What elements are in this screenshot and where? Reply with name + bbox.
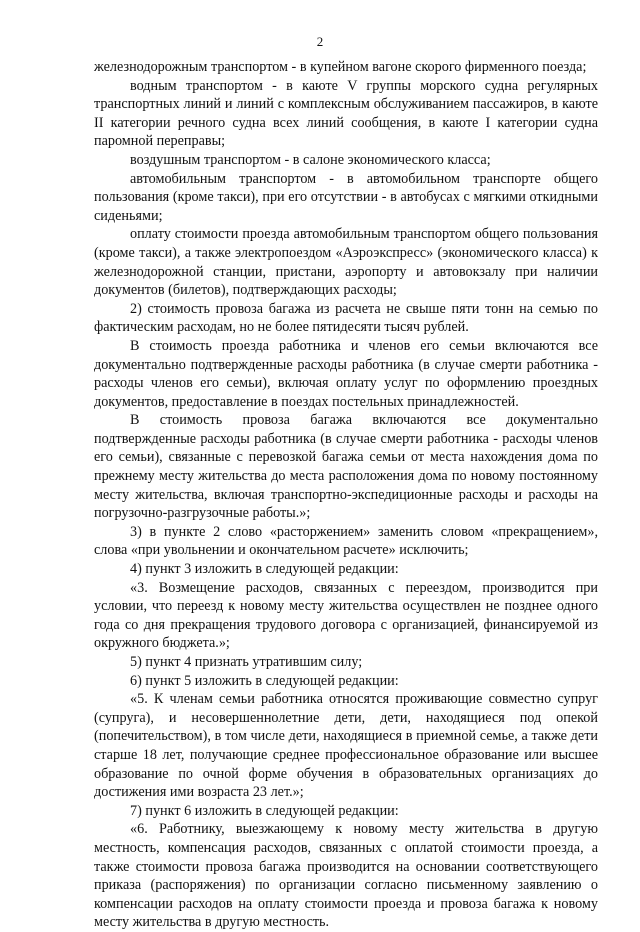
document-body (94, 58, 598, 932)
paragraph: воздушным транспортом - в салоне экономического класса; (130, 151, 491, 168)
paragraph: водным транспортом - в каюте V группы морского судна регулярных транспортных линий и линий с комплексным обслуживанием пассажиров, в каюте II категории речного судна всех линий сообщения, в каюте I категории судна паромной переправы; (94, 77, 598, 150)
paragraph: железнодорожным транспортом - в купейном вагоне скорого фирменного поезда; (94, 59, 587, 75)
paragraph: 3) в пункте 2 слово «расторжением» заменить словом «прекращением», слова «при увольнении и окончательном расчете» исключить; (94, 523, 598, 559)
paragraph: 4) пункт 3 изложить в следующей редакции: (130, 561, 399, 578)
paragraph: «6. Работнику, выезжающему к новому месту жительства в другую местность, компенсация расходов, связанных с оплатой стоимости проезда, а также стоимости провоза багажа производится на основании соответствующего приказа (распоряжения) по организации согласно письменному заявлению о компенсации расходов на оплату стоимости проезда и провоза багажа к новому месту жительства в другую местность. (94, 821, 598, 931)
paragraph: оплату стоимости проезда автомобильным транспортом общего пользования (кроме такси), а также электропоездом «Аэроэкспресс» (экономического класса) к железнодорожной станции, пристани, аэропорту и автовокзалу при наличии документов (билетов), подтверждающих расходы; (94, 226, 598, 299)
page-number: 2 (316, 34, 324, 49)
paragraph: В стоимость проезда работника и членов его семьи включаются все документально подтвержденные расходы работника (в случае смерти работника - расходы членов его семьи), включая оплату услуг по оформлению проездных документов, предоставление в поездах постельных принадлежностей. (94, 337, 598, 410)
paragraph: 6) пункт 5 изложить в следующей редакции: (130, 672, 399, 689)
paragraph: «3. Возмещение расходов, связанных с переездом, производится при условии, что переезд к новому месту жительства осуществлен не позднее одного года со дня прекращения трудового договора с организацией, финансируемой из окружного бюджета.»; (94, 579, 598, 652)
paragraph: 7) пункт 6 изложить в следующей редакции: (130, 802, 399, 819)
paragraph: 2) стоимость провоза багажа из расчета не свыше пяти тонн на семью по фактическим расходам, но не более пятидесяти тысяч рублей. (94, 300, 598, 336)
paragraph: «5. К членам семьи работника относятся проживающие совместно супруг (супруга), и несовершеннолетние дети, дети, находящиеся под опекой (попечительством), в том числе дети, находящиеся в приемной семье, а также дети старше 18 лет, получающие среднее профессиональное образование или высшее образование по очной форме обучения в образовательных организациях до достижения ими возраста 23 лет.»; (94, 691, 598, 801)
paragraph: 5) пункт 4 признать утратившим силу; (130, 654, 363, 670)
paragraph: автомобильным транспортом - в автомобильном транспорте общего пользования (кроме такси), при его отсутствии - в автобусах с мягкими откидными сиденьями; (94, 170, 598, 224)
paragraph: В стоимость провоза багажа включаются все документально подтвержденные расходы работника (в случае смерти работника - расходы членов его семьи), связанные с перевозкой багажа семьи от места нахождения дома по прежнему месту жительства до места расположения дома по новому постоянному месту жительства, включая транспортно-экспедиционные расходы и расходы на погрузочно-разгрузочные работы.»; (94, 412, 598, 522)
